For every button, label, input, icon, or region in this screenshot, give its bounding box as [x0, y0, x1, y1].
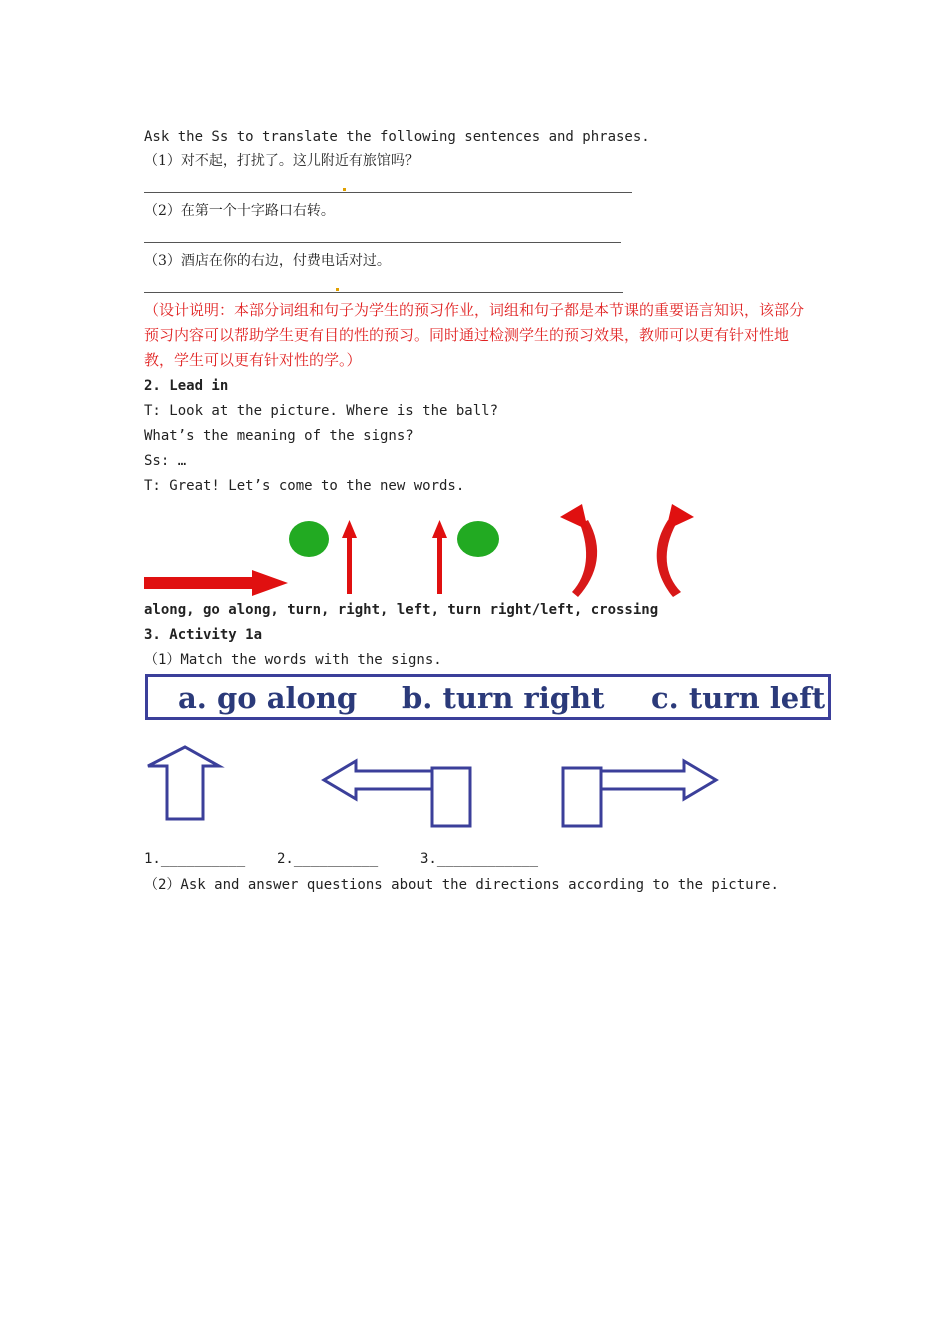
sentence-2-text: 在第一个十字路口右转。: [180, 203, 335, 219]
design-note: （设计说明：本部分词组和句子为学生的预习作业，词组和句子都是本节课的重要语言知识，该部分预习内容可以帮助学生更有目的性的预习。同时通过检测学生的预习效果，教师可以更有针对性地教，学生可以更有针对性的学。）: [144, 301, 805, 369]
sentence-3-text: 酒店在你的右边，付费电话对过。: [180, 253, 391, 269]
option-turn-right: b. turn right: [402, 681, 605, 715]
lead-in-line: T: Great! Let’s come to the new words.: [144, 478, 465, 494]
sentence-3-number: （3）: [144, 253, 181, 269]
answer-blank-2[interactable]: 2.__________: [277, 851, 379, 867]
option-turn-left: c. turn left: [651, 681, 826, 715]
lead-in-line: What’s the meaning of the signs?: [144, 428, 414, 444]
intro-text: Ask the Ss to translate the following sentences and phrases.: [144, 129, 650, 145]
sign-2-left-arrow: [324, 761, 470, 826]
sign-3-right-arrow: [563, 761, 716, 826]
lead-in-heading: 2. Lead in: [144, 378, 229, 394]
sentence-2-number: （2）: [144, 203, 181, 219]
activity-heading: 3. Activity 1a: [144, 627, 263, 643]
sentence-1-number: （1）: [144, 153, 181, 169]
lead-in-line: Ss: …: [144, 453, 187, 469]
lead-in-line: T: Look at the picture. Where is the ball?: [144, 403, 499, 419]
answer-blank-3[interactable]: 3.____________: [420, 851, 539, 867]
answer-blank-1[interactable]: 1.__________: [144, 851, 246, 867]
activity-instruction-2: （2）Ask and answer questions about the directions according to the picture.: [144, 877, 779, 893]
sign-1-up-arrow: [148, 747, 219, 819]
new-words-list: along, go along, turn, right, left, turn right/left, crossing: [144, 602, 659, 618]
activity-instruction-1: （1）Match the words with the signs.: [144, 652, 442, 668]
sentence-1-text: 对不起，打扰了。这儿附近有旅馆吗？: [180, 153, 419, 169]
option-go-along: a. go along: [178, 681, 358, 715]
